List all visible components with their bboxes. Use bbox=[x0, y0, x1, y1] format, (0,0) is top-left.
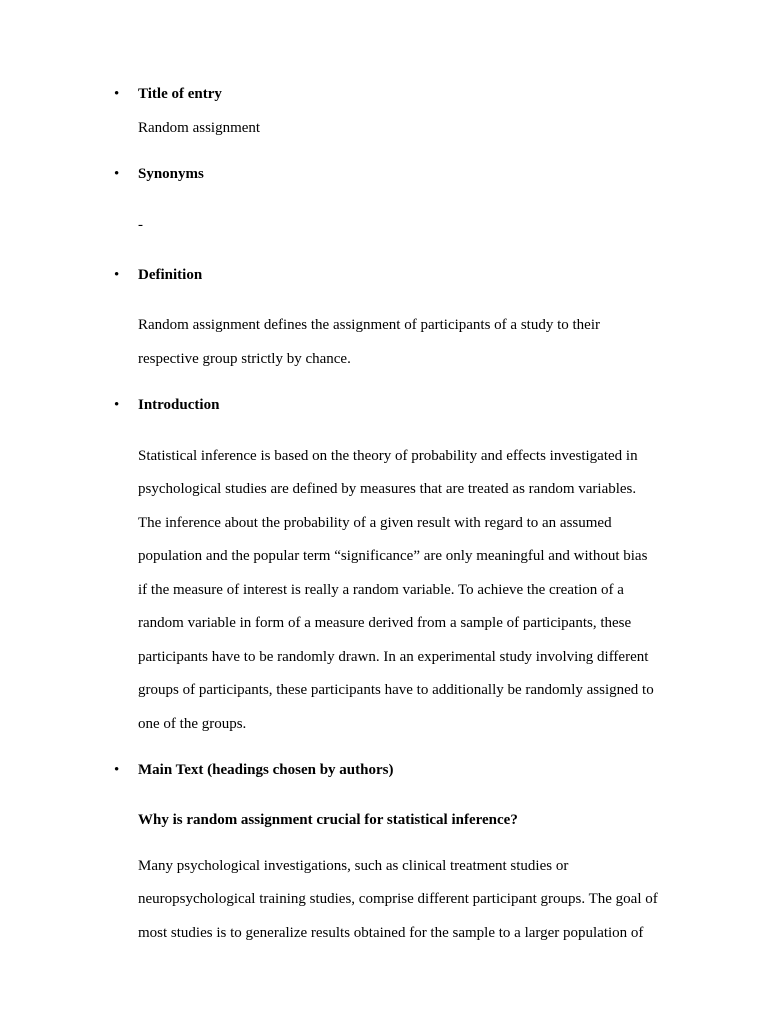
introduction-line: The inference about the probability of a given result with regard to an assumed bbox=[138, 515, 612, 531]
heading-introduction: Introduction bbox=[138, 397, 220, 413]
introduction-line: groups of participants, these participants have to additionally be randomly assigned to bbox=[138, 682, 654, 698]
synonyms-value: - bbox=[138, 217, 143, 233]
definition-line: respective group strictly by chance. bbox=[138, 351, 351, 367]
title-value: Random assignment bbox=[138, 120, 261, 136]
bullet-icon: • bbox=[114, 762, 120, 778]
main-text-line: Many psychological investigations, such as clinical treatment studies or bbox=[138, 858, 569, 874]
introduction-line: one of the groups. bbox=[138, 716, 247, 732]
introduction-line: random variable in form of a measure derived from a sample of participants, these bbox=[138, 615, 632, 631]
definition-line: Random assignment defines the assignment of participants of a study to their bbox=[138, 317, 600, 333]
introduction-line: participants have to be randomly drawn. In an experimental study involving different bbox=[138, 649, 649, 665]
introduction-line: if the measure of interest is really a random variable. To achieve the creation of a bbox=[138, 582, 624, 598]
introduction-line: Statistical inference is based on the theory of probability and effects investigated in bbox=[138, 448, 638, 464]
heading-main-text: Main Text (headings chosen by authors) bbox=[138, 762, 394, 778]
main-text-line: most studies is to generalize results obtained for the sample to a larger population of bbox=[138, 925, 644, 941]
introduction-line: psychological studies are defined by measures that are treated as random variables. bbox=[138, 481, 637, 497]
heading-synonyms: Synonyms bbox=[138, 166, 204, 182]
heading-definition: Definition bbox=[138, 267, 203, 283]
bullet-icon: • bbox=[114, 86, 120, 102]
bullet-icon: • bbox=[114, 267, 120, 283]
bullet-icon: • bbox=[114, 166, 120, 182]
bullet-icon: • bbox=[114, 397, 120, 413]
introduction-line: population and the popular term “significance” are only meaningful and without bias bbox=[138, 548, 648, 564]
subheading-random-assignment: Why is random assignment crucial for statistical inference? bbox=[138, 812, 518, 828]
main-text-line: neuropsychological training studies, comprise different participant groups. The goal of bbox=[138, 891, 658, 907]
heading-title-of-entry: Title of entry bbox=[138, 86, 222, 102]
